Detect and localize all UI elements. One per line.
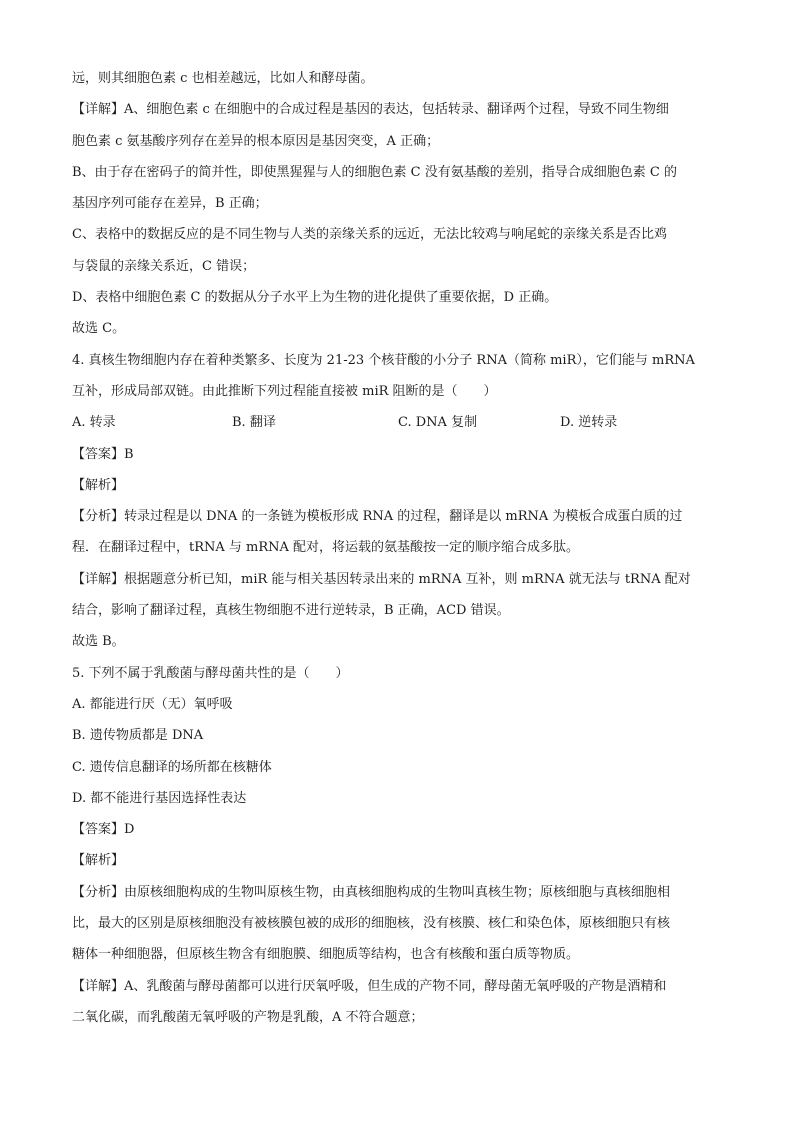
text-line: 比，最大的区别是原核细胞没有被核膜包被的成形的细胞核，没有核膜、核仁和染色体，原核细胞只有核 bbox=[72, 916, 671, 932]
question-4-stem: 4. 真核生物细胞内存在着种类繁多、长度为 21-23 个核苷酸的小分子 RNA（简称 miR），它们能与 mRNA bbox=[72, 352, 695, 368]
text-line: 胞色素 c 氨基酸序列存在差异的根本原因是基因突变，A 正确； bbox=[72, 133, 440, 149]
text-line: B、由于存在密码子的简并性，即使黑猩猩与人的细胞色素 C 没有氨基酸的差别，指导合成细胞色素 C 的 bbox=[72, 164, 677, 180]
text-line: 基因序列可能存在差异，B 正确； bbox=[72, 196, 268, 212]
text-line: C、表格中的数据反应的是不同生物与人类的亲缘关系的远近，无法比较鸡与响尾蛇的亲缘关系是否比鸡 bbox=[72, 227, 667, 243]
text-line: 糖体一种细胞器，但原核生物含有细胞膜、细胞质等结构，也含有核酸和蛋白质等物质。 bbox=[72, 947, 580, 963]
option-b: B. 翻译 bbox=[232, 415, 276, 431]
answer-label: 【答案】D bbox=[72, 822, 135, 838]
text-line: 【分析】由原核细胞构成的生物叫原核生物，由真核细胞构成的生物叫真核生物；原核细胞与真核细胞相 bbox=[72, 884, 671, 900]
option-b: B. 遗传物质都是 DNA bbox=[72, 728, 204, 744]
option-a: A. 都能进行厌（无）氧呼吸 bbox=[72, 696, 233, 712]
document-body bbox=[72, 63, 724, 1033]
option-c: C. DNA 复制 bbox=[398, 415, 478, 431]
question-5-stem: 5. 下列不属于乳酸菌与酵母菌共性的是（ ） bbox=[72, 665, 349, 681]
text-line: 结合，影响了翻译过程，真核生物细胞不进行逆转录，B 正确，ACD 错误。 bbox=[72, 603, 510, 619]
text-line: 故选 C。 bbox=[72, 321, 126, 337]
option-a: A. 转录 bbox=[72, 415, 116, 431]
option-c: C. 遗传信息翻译的场所都在核糖体 bbox=[72, 759, 272, 775]
text-line: 远，则其细胞色素 c 也相差越远，比如人和酵母菌。 bbox=[72, 71, 374, 86]
text-line: 【详解】A、乳酸菌与酵母菌都可以进行厌氧呼吸，但生成的产物不同，酵母菌无氧呼吸的产物是酒精和 bbox=[72, 978, 667, 994]
answer-label: 【答案】B bbox=[72, 446, 134, 462]
option-d: D. 逆转录 bbox=[560, 415, 618, 431]
question-4-options bbox=[72, 407, 724, 438]
text-line: 【详解】A、细胞色素 c 在细胞中的合成过程是基因的表达，包括转录、翻译两个过程，导致不同生物细 bbox=[72, 102, 669, 118]
text-line: 程．在翻译过程中，tRNA 与 mRNA 配对，将运载的氨基酸按一定的顺序缩合成多肽。 bbox=[72, 540, 580, 556]
text-line: 二氧化碳，而乳酸菌无氧呼吸的产物是乳酸，A 不符合题意； bbox=[72, 1009, 424, 1025]
text-line: D、表格中细胞色素 C 的数据从分子水平上为生物的进化提供了重要依据，D 正确。 bbox=[72, 290, 558, 306]
text-line: 【详解】根据题意分析已知，miR 能与相关基因转录出来的 mRNA 互补，则 mRNA 就无法与 tRNA 配对 bbox=[72, 571, 691, 587]
question-4-stem-cont: 互补，形成局部双链。由此推断下列过程能直接被 miR 阻断的是（ ） bbox=[72, 383, 497, 399]
text-line: 【分析】转录过程是以 DNA 的一条链为模板形成 RNA 的过程，翻译是以 mRNA 为模板合成蛋白质的过 bbox=[72, 509, 683, 525]
analysis-heading: 【解析】 bbox=[72, 853, 125, 869]
analysis-heading: 【解析】 bbox=[72, 477, 125, 493]
text-line: 与袋鼠的亲缘关系近，C 错误； bbox=[72, 258, 256, 274]
option-d: D. 都不能进行基因选择性表达 bbox=[72, 790, 247, 806]
text-line: 故选 B。 bbox=[72, 634, 125, 650]
